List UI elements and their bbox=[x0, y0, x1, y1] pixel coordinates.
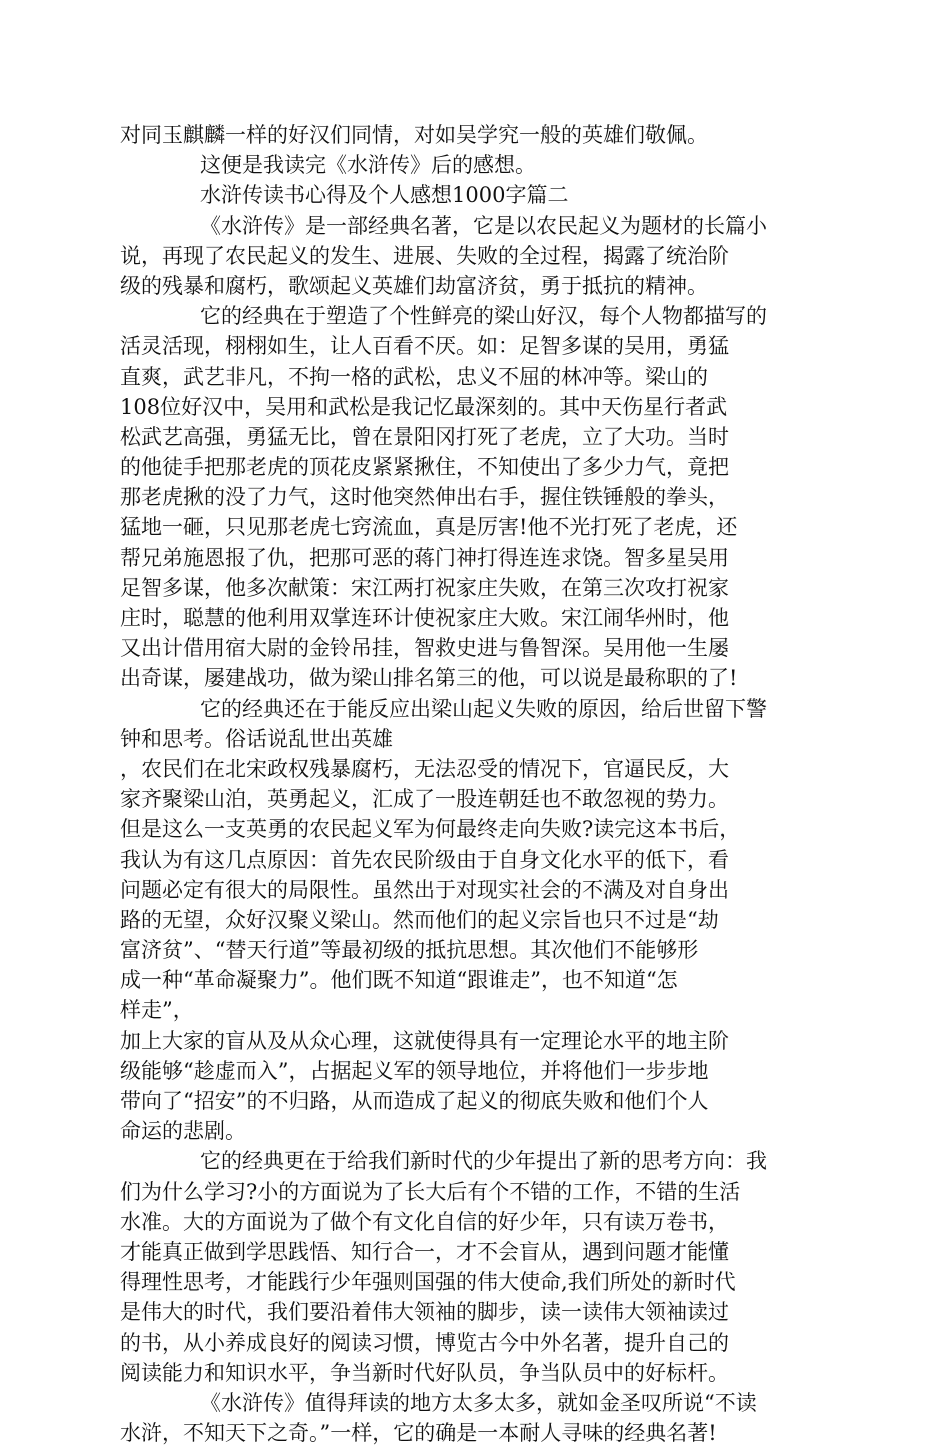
text-line: 说，再现了农民起义的发生、进展、失败的全过程，揭露了统治阶 bbox=[120, 243, 729, 268]
text-line: 它的经典还在于能反应出梁山起义失败的原因，给后世留下警 bbox=[200, 696, 767, 721]
text-line: 对同玉麒麟一样的好汉们同情，对如吴学究一般的英雄们敬佩。 bbox=[120, 123, 708, 147]
text-line: 它的经典更在于给我们新时代的少年提出了新的思考方向：我 bbox=[200, 1149, 767, 1174]
text-line: 样走”， bbox=[120, 998, 194, 1023]
text-line: 直爽，武艺非凡，不拘一格的武松，忠义不屈的林冲等。梁山的 bbox=[120, 364, 708, 389]
text-line: 加上大家的盲从及从众心理，这就使得具有一定理论水平的地主阶 bbox=[120, 1028, 729, 1053]
text-line: 的书，从小养成良好的阅读习惯，博览古今中外名著，提升自己的 bbox=[120, 1330, 729, 1355]
text-line: 阅读能力和知识水平，争当新时代好队员，争当队员中的好标杆。 bbox=[120, 1360, 729, 1385]
text-line: 但是这么一支英勇的农民起义军为何最终走向失败?读完这本书后， bbox=[120, 817, 741, 842]
text-line: 级能够“趁虚而入”，占据起义军的领导地位，并将他们一步步地 bbox=[120, 1058, 709, 1083]
text-line: 《水浒传》值得拜读的地方太多太多，就如金圣叹所说“不读 bbox=[200, 1390, 757, 1415]
text-line: 才能真正做到学思践悟、知行合一，才不会盲从，遇到问题才能懂 bbox=[120, 1239, 729, 1264]
text-line: 《水浒传》是一部经典名著，它是以农民起义为题材的长篇小 bbox=[200, 213, 767, 238]
text-line: 级的残暴和腐朽，歌颂起义英雄们劫富济贫，勇于抵抗的精神。 bbox=[120, 273, 708, 298]
text-line: 这便是我读完《水浒传》后的感想。 bbox=[200, 153, 536, 178]
text-line: ，农民们在北宋政权残暴腐朽，无法忍受的情况下，官逼民反，大 bbox=[120, 756, 729, 781]
text-line: 猛地一砸，只见那老虎七窍流血，真是厉害!他不光打死了老虎，还 bbox=[120, 515, 738, 540]
text-line: 问题必定有很大的局限性。虽然出于对现实社会的不满及对自身出 bbox=[120, 877, 729, 902]
text-line: 成一种“革命凝聚力”。他们既不知道“跟谁走”，也不知道“怎 bbox=[120, 968, 678, 993]
text-line: 庄时，聪慧的他利用双掌连环计使祝家庄大败。宋江闹华州时，他 bbox=[120, 606, 729, 630]
text-line: 家齐聚梁山泊，英勇起义，汇成了一股连朝廷也不敢忽视的势力。 bbox=[120, 787, 729, 812]
text-line: 帮兄弟施恩报了仇，把那可恶的蒋门神打得连连求饶。智多星吴用 bbox=[120, 545, 729, 570]
text-line: 又出计借用宿大尉的金铃吊挂，智救史进与鲁智深。吴用他一生屡 bbox=[120, 636, 729, 661]
text-line: 它的经典在于塑造了个性鲜亮的梁山好汉，每个人物都描写的 bbox=[200, 304, 767, 329]
text-line: 108位好汉中，吴用和武松是我记忆最深刻的。其中天伤星行者武 bbox=[120, 394, 728, 419]
text-line: 钟和思考。俗话说乱世出英雄 bbox=[120, 726, 393, 751]
text-line: 的他徒手把那老虎的顶花皮紧紧揪住，不知使出了多少力气，竟把 bbox=[120, 455, 729, 480]
text-line: 水浒传读书心得及个人感想1000字篇二 bbox=[200, 183, 569, 208]
text-line: 水准。大的方面说为了做个有文化自信的好少年，只有读万卷书， bbox=[120, 1209, 729, 1234]
text-line: 是伟大的时代，我们要沿着伟大领袖的脚步，读一读伟大领袖读过 bbox=[120, 1300, 729, 1325]
text-line: 得理性思考，才能践行少年强则国强的伟大使命,我们所处的新时代 bbox=[120, 1270, 736, 1295]
text-line: 我认为有这几点原因：首先农民阶级由于自身文化水平的低下，看 bbox=[120, 847, 729, 872]
body-text bbox=[120, 120, 820, 1448]
text-line: 出奇谋，屡建战功，做为梁山排名第三的他，可以说是最称职的了! bbox=[120, 666, 738, 691]
text-line: 路的无望，众好汉聚义梁山。然而他们的起义宗旨也只不过是“劫 bbox=[120, 907, 719, 932]
text-line: 命运的悲剧。 bbox=[120, 1119, 246, 1144]
text-line: 足智多谋，他多次献策：宋江两打祝家庄失败，在第三次攻打祝家 bbox=[120, 575, 729, 600]
text-line: 们为什么学习?小的方面说为了长大后有个不错的工作，不错的生活 bbox=[120, 1179, 741, 1204]
text-line: 水浒，不知天下之奇。”一样，它的确是一本耐人寻味的经典名著! bbox=[120, 1421, 717, 1446]
text-line: 那老虎揪的没了力气，这时他突然伸出右手，握住铁锤般的拳头， bbox=[120, 485, 729, 510]
text-line: 带向了“招安”的不归路，从而造成了起义的彻底失败和他们个人 bbox=[120, 1089, 709, 1113]
text-line: 富济贫”、“替天行道”等最初级的抵抗思想。其次他们不能够形 bbox=[120, 938, 699, 963]
text-line: 松武艺高强，勇猛无比，曾在景阳冈打死了老虎，立了大功。当时 bbox=[120, 424, 729, 449]
text-line: 活灵活现，栩栩如生，让人百看不厌。如：足智多谋的吴用，勇猛 bbox=[120, 334, 729, 359]
